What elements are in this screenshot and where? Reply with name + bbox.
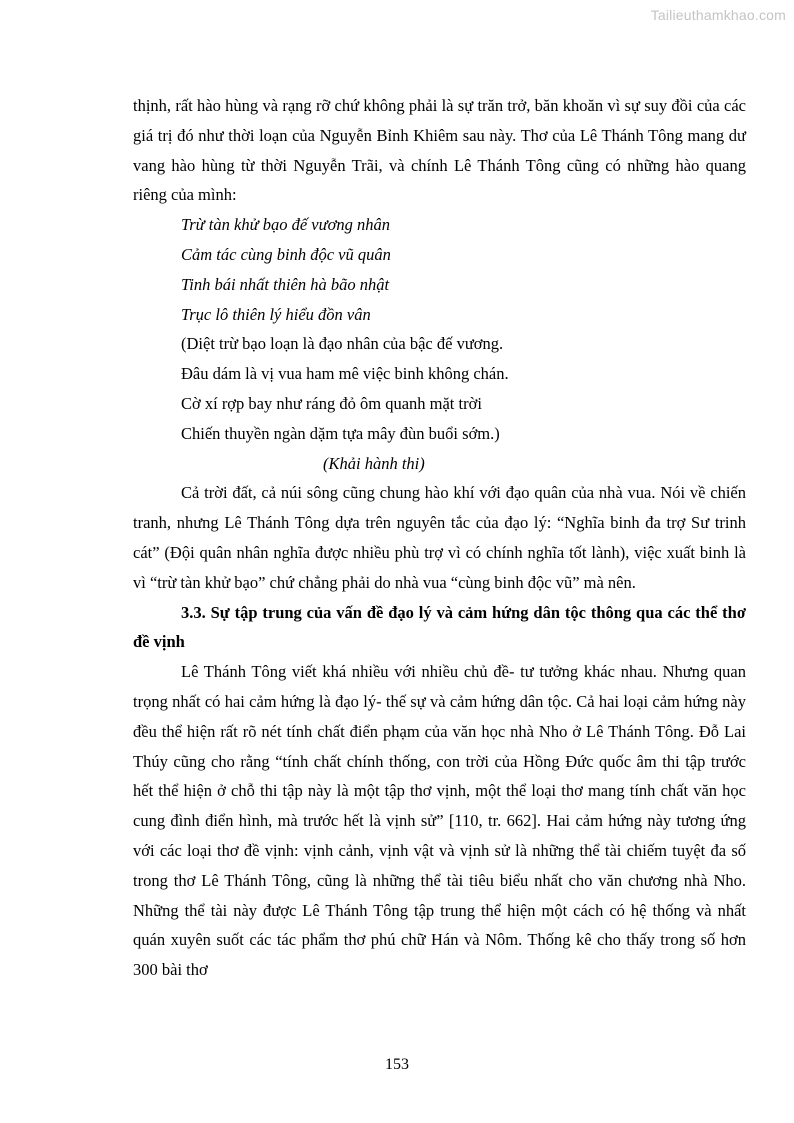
translation-line: Cờ xí rợp bay như ráng đỏ ôm quanh mặt trời [181, 393, 482, 413]
poem-line: Tinh bái nhất thiên hà bão nhật [181, 274, 390, 294]
section-heading: 3.3. Sự tập trung của vấn đề đạo lý và cảm hứng dân tộc thông qua các thể thơ đề vịnh [133, 602, 746, 652]
page-number: 153 [385, 1056, 409, 1073]
translation-line: Đâu dám là vị vua ham mê việc binh không chán. [181, 364, 509, 384]
translation-line: (Diệt trừ bạo loạn là đạo nhân của bậc đế vương. [181, 334, 504, 354]
poem-block [133, 210, 746, 478]
poem-line: Trừ tàn khử bạo đế vương nhân [181, 215, 391, 235]
paragraph: Lê Thánh Tông viết khá nhiều với nhiều chủ đề- tư tưởng khác nhau. Nhưng quan trọng nhất có hai cảm hứng là đạo lý- thế sự và cảm hứng dân tộc. Cả hai loại cảm hứng này đều thể hiện rất rõ nét tính chất điển phạm của văn học nhà Nho ở Lê Thánh Tông. Đỗ Lai Thúy cũng cho rằng “tính chất chính thống, con trời của Hồng Đức quốc âm thi tập trước hết thể hiện ở chỗ thi tập này là một tập thơ vịnh, một thể loại thơ mang tính chất văn học cung đình điển hình, mà trước hết là vịnh sử” [110, tr. 662]. Hai cảm hứng này tương ứng với các loại thơ đề vịnh: vịnh cảnh, vịnh vật và vịnh sử là những thể tài chiếm tuyệt đa số trong thơ Lê Thánh Tông, cũng là những thể tài tiêu biểu nhất cho văn chương nhà Nho. Những thể tài này được Lê Thánh Tông tập trung thể hiện một cách có hệ thống và nhất quán xuyên suốt các tác phẩm thơ phú chữ Hán và Nôm. Thống kê cho thấy trong số hơn 300 bài thơ [133, 662, 746, 980]
poem-source: (Khải hành thi) [323, 453, 425, 473]
watermark: Tailieuthamkhao.com [650, 7, 786, 23]
paragraph: Cả trời đất, cả núi sông cũng chung hào khí với đạo quân của nhà vua. Nói về chiến tranh, nhưng Lê Thánh Tông dựa trên nguyên tắc của đạo lý: “Nghĩa binh đa trợ Sư trinh cát” (Đội quân nhân nghĩa được nhiều phù trợ vì có chính nghĩa tốt lành), việc xuất binh là vì “trừ tàn khử bạo” chứ chẳng phải do nhà vua “cùng binh độc vũ” mà nên. [133, 483, 746, 592]
translation-line: Chiến thuyền ngàn dặm tựa mây đùn buổi sớm.) [181, 423, 500, 443]
poem-line: Cảm tác cùng binh độc vũ quân [181, 244, 391, 264]
paragraph-continued: thịnh, rất hào hùng và rạng rỡ chứ không phải là sự trăn trở, băn khoăn vì sự suy đồi của các giá trị đó như thời loạn của Nguyễn Bỉnh Khiêm sau này. Thơ của Lê Thánh Tông mang dư vang hào hùng từ thời Nguyễn Trãi, và chính Lê Thánh Tông cũng có những hào quang riêng của mình: [133, 96, 746, 205]
page-body [133, 91, 746, 985]
poem-line: Trục lô thiên lý hiểu đồn vân [181, 304, 371, 324]
